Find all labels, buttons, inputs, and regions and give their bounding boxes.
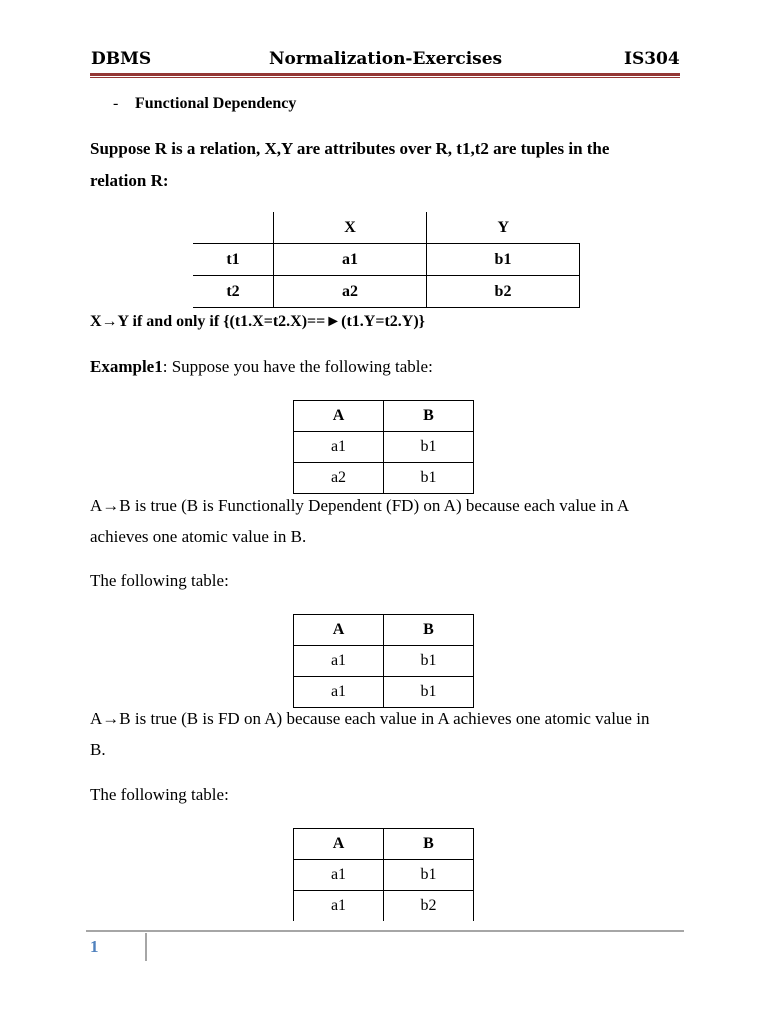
footer-rule [86, 930, 684, 932]
table-cell [193, 212, 274, 244]
table-row [294, 615, 474, 646]
table-cell: b1 [427, 244, 580, 276]
table-row [294, 860, 474, 891]
page-number: 1 [90, 937, 99, 956]
table-header-cell: Y [427, 212, 580, 244]
header-title: Normalization-Exercises [269, 49, 503, 69]
header-rule-thin [90, 77, 680, 78]
table-header-cell: B [384, 401, 474, 432]
fd-definition: X→Y if and only if {(t1.X=t2.X)==►(t1.Y=t2.Y)} [90, 313, 425, 330]
explain2-line1: A→B is true (B is FD on A) because each value in A achieves one atomic value in [90, 709, 650, 728]
table-row [294, 829, 474, 860]
intro-line1: Suppose R is a relation, X,Y are attributes over R, t1,t2 are tuples in the [90, 139, 610, 158]
example1-intro [90, 357, 433, 377]
footer-separator [145, 933, 147, 961]
explain1-line2: achieves one atomic value in B. [90, 527, 307, 546]
table-row [294, 646, 474, 677]
table-row [294, 677, 474, 708]
table-cell: a2 [274, 276, 427, 308]
following-table-label-2: The following table: [90, 785, 229, 804]
explain2-line2: B. [90, 740, 106, 759]
table-cell: b1 [384, 463, 474, 494]
example1-text: : Suppose you have the following table: [162, 357, 433, 376]
example1-label: Example1 [90, 357, 163, 376]
table-row [294, 463, 474, 494]
table-header-cell: X [274, 212, 427, 244]
example-table-2 [293, 614, 474, 708]
table-cell: b1 [384, 432, 474, 463]
table-cell: a1 [294, 432, 384, 463]
table-header-cell: A [294, 615, 384, 646]
table-cell: b1 [384, 646, 474, 677]
table-cell: b1 [384, 860, 474, 891]
header-right: IS304 [624, 49, 680, 69]
table-header-cell: A [294, 401, 384, 432]
intro-line2: relation R: [90, 171, 169, 190]
example-table-1 [293, 400, 474, 494]
table-cell: b2 [427, 276, 580, 308]
section-bullet: - [113, 95, 119, 112]
table-cell: a1 [294, 646, 384, 677]
table-cell: a1 [294, 677, 384, 708]
table-header-cell: B [384, 829, 474, 860]
table-row [294, 891, 474, 922]
header-rule [90, 73, 680, 76]
table-row [294, 401, 474, 432]
table-header-cell: B [384, 615, 474, 646]
table-cell: b2 [384, 891, 474, 922]
table-cell: a1 [294, 891, 384, 922]
table-row [193, 244, 580, 276]
relation-table [193, 212, 580, 308]
table-row [193, 212, 580, 244]
table-row [193, 276, 580, 308]
table-row [294, 432, 474, 463]
section-title: Functional Dependency [135, 95, 297, 112]
following-table-label-1: The following table: [90, 571, 229, 590]
table-cell: a1 [294, 860, 384, 891]
table-cell: t2 [193, 276, 274, 308]
table-header-cell: A [294, 829, 384, 860]
example-table-3 [293, 828, 474, 921]
header-left: DBMS [91, 49, 152, 69]
table-cell: a1 [274, 244, 427, 276]
table-cell: b1 [384, 677, 474, 708]
table-cell: t1 [193, 244, 274, 276]
table-cell: a2 [294, 463, 384, 494]
explain1-line1: A→B is true (B is Functionally Dependent (FD) on A) because each value in A [90, 496, 630, 515]
